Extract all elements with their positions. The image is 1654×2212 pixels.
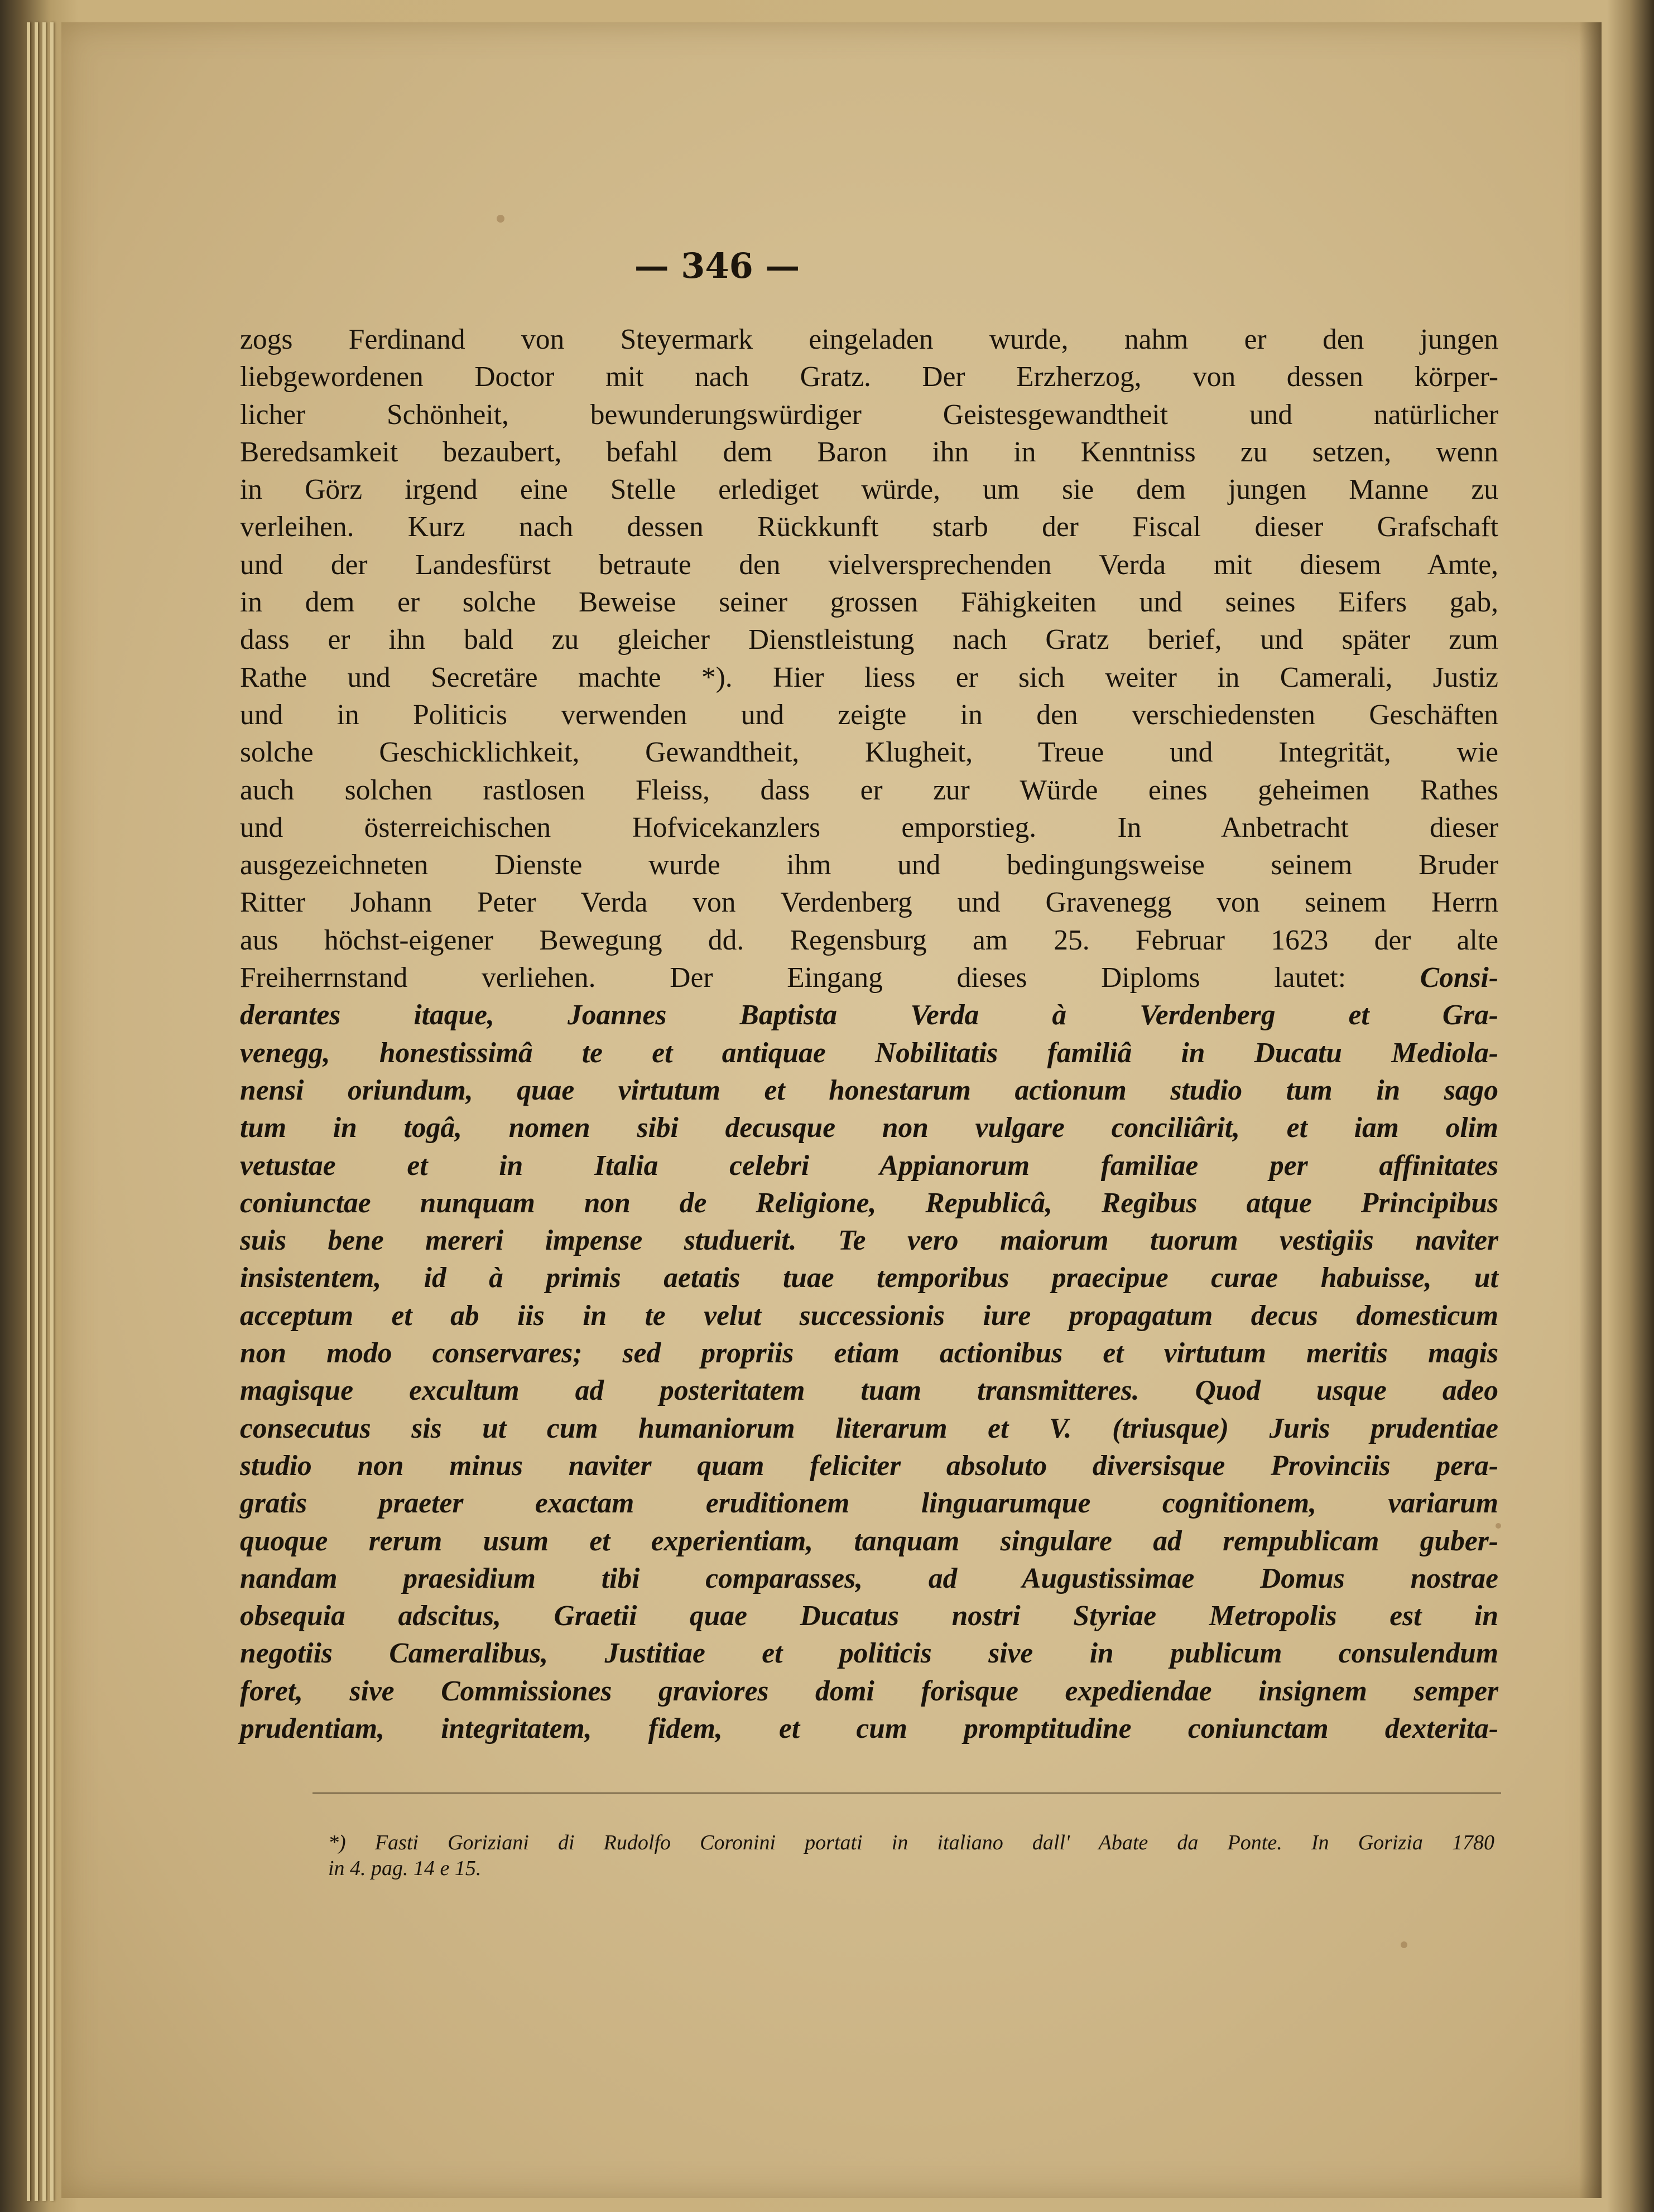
text-line (240, 1109, 1498, 1146)
text-line-content: und in Politicis verwenden und zeigte in den verschiedensten Geschäften (240, 698, 1498, 731)
text-line-content: ausgezeichneten Dienste wurde ihm und bedingungsweise seinem Bruder (240, 849, 1498, 881)
text-line-content: liebgewordenen Doctor mit nach Gratz. Der Erzherzog, von dessen körper- (240, 361, 1498, 393)
text-line (240, 433, 1498, 471)
text-line-content: insistentem, id à primis aetatis tuae temporibus praecipue curae habuisse, ut (240, 1262, 1498, 1294)
text-line-content: gratis praeter exactam eruditionem linguarumque cognitionem, variarum (240, 1487, 1498, 1520)
text-line-content: nensi oriundum, quae virtutum et honestarum actionum studio tum in sago (240, 1074, 1498, 1106)
text-line-content: prudentiam, integritatem, fidem, et cum promptitudine coniunctam dexterita- (240, 1712, 1498, 1744)
page-edge (42, 22, 46, 2201)
text-line-content: foret, sive Commissiones graviores domi forisque expediendae insignem semper (240, 1675, 1498, 1707)
text-line-content: magisque excultum ad posteritatem tuam transmitteres. Quod usque adeo (240, 1375, 1498, 1407)
text-line-content: verleihen. Kurz nach dessen Rückkunft starb der Fiscal dieser Grafschaft (240, 511, 1498, 543)
text-line-content: vetustae et in Italia celebri Appianorum familiae per affinitates (240, 1149, 1498, 1182)
text-line-content: derantes itaque, Joannes Baptista Verda à Verdenberg et Gra- (240, 999, 1498, 1032)
text-line-content: suis bene mereri impense studuerit. Te vero maiorum tuorum vestigiis naviter (240, 1225, 1498, 1257)
text-line-content: negotiis Cameralibus, Justitiae et politicis sive in publicum consulendum (240, 1637, 1498, 1670)
text-line-content: acceptum et ab iis in te velut successionis iure propagatum decus domesticum (240, 1299, 1498, 1332)
text-line (240, 508, 1498, 546)
text-line-content: licher Schönheit, bewunderungswürdiger Geistesgewandtheit und natürlicher (240, 398, 1498, 431)
text-line-content: in Görz irgend eine Stelle erlediget würde, um sie dem jungen Manne zu (240, 474, 1498, 506)
text-line-content: auch solchen rastlosen Fleiss, dass er zur Würde eines geheimen Rathes (240, 774, 1498, 806)
text-line (240, 1334, 1498, 1372)
text-line (240, 1297, 1498, 1334)
page-edge (27, 22, 30, 2201)
text-line (240, 546, 1498, 584)
text-line-content: solche Geschicklichkeit, Gewandtheit, Klugheit, Treue und Integrität, wie (240, 736, 1498, 769)
text-line-content: nandam praesidium tibi comparasses, ad Augustissimae Domus nostrae (240, 1562, 1498, 1594)
text-line (240, 1259, 1498, 1297)
text-line-content: studio non minus naviter quam feliciter absoluto diversisque Provinciis pera- (240, 1449, 1498, 1482)
latin-tail: Consi- (1420, 962, 1499, 994)
text-line (240, 358, 1498, 396)
text-line (240, 959, 1498, 996)
body-text (240, 321, 1498, 1747)
text-line (240, 1034, 1498, 1072)
text-line (240, 396, 1498, 433)
page-gutter (1579, 22, 1602, 2198)
text-line-content: non modo conservares; sed propriis etiam actionibus et virtutum meritis magis (240, 1337, 1498, 1370)
text-line (240, 321, 1498, 358)
text-line (240, 922, 1498, 959)
text-line (240, 471, 1498, 508)
page-edge (50, 22, 54, 2201)
text-line (240, 1372, 1498, 1409)
text-line (240, 1485, 1498, 1522)
text-line-content: aus höchst-eigener Bewegung dd. Regensburg am 25. Februar 1623 der alte (240, 924, 1498, 956)
text-line-content: Rathe und Secretäre machte *). Hier liess er sich weiter in Camerali, Justiz (240, 661, 1498, 693)
text-line-content: Ritter Johann Peter Verda von Verdenberg und Gravenegg von seinem Herrn (240, 886, 1498, 919)
text-line (240, 696, 1498, 734)
text-line-content: venegg, honestissimâ te et antiquae Nobilitatis familiâ in Ducatu Mediola- (240, 1037, 1498, 1069)
text-line-content: tum in togâ, nomen sibi decusque non vulgare conciliârit, et iam olim (240, 1112, 1498, 1144)
text-line-content: obsequia adscitus, Graetii quae Ducatus nostri Styriae Metropolis est in (240, 1600, 1498, 1632)
text-line (240, 1447, 1498, 1485)
text-line (240, 734, 1498, 771)
text-line-content: Beredsamkeit bezaubert, befahl dem Baron ihn in Kenntniss zu setzen, wenn (240, 436, 1498, 468)
footnote-line: *) Fasti Goriziani di Rudolfo Coronini portati in italiano dall' Abate da Ponte. In Gorizia 1780 (328, 1831, 1494, 1854)
text-line-content: Freiherrnstand verliehen. Der Eingang dieses Diploms lautet: (240, 962, 1347, 994)
footnote-line: in 4. pag. 14 e 15. (328, 1857, 482, 1880)
text-line (240, 809, 1498, 846)
page-number: — 346 — (634, 245, 800, 286)
text-line (240, 1673, 1498, 1710)
text-line (240, 1635, 1498, 1672)
text-line-content: consecutus sis ut cum humaniorum literarum et V. (triusque) Juris prudentiae (240, 1412, 1498, 1444)
footnote-rule (312, 1792, 1501, 1794)
text-line (240, 1597, 1498, 1635)
text-line-content: zogs Ferdinand von Steyermark eingeladen wurde, nahm er den jungen (240, 324, 1498, 355)
footnote (328, 1830, 1494, 1881)
page-edge (35, 22, 38, 2201)
text-line (240, 1222, 1498, 1259)
text-line-content: quoque rerum usum et experientiam, tanquam singulare ad rempublicam guber- (240, 1525, 1498, 1557)
text-line (240, 1147, 1498, 1184)
text-line (240, 772, 1498, 809)
text-line (240, 584, 1498, 621)
text-line-content: und der Landesfürst betraute den vielversprechenden Verda mit diesem Amte, (240, 548, 1498, 581)
text-line (240, 846, 1498, 884)
text-line (240, 884, 1498, 921)
text-line (240, 621, 1498, 658)
paper-spot (497, 215, 504, 223)
text-line-content: in dem er solche Beweise seiner grossen Fähigkeiten und seines Eifers gab, (240, 586, 1498, 619)
text-line (240, 1072, 1498, 1109)
text-line (240, 996, 1498, 1034)
paper-spot (1401, 1941, 1407, 1948)
text-line (240, 659, 1498, 696)
text-line (240, 1184, 1498, 1222)
text-line-content: coniunctae nunquam non de Religione, Republicâ, Regibus atque Principibus (240, 1187, 1498, 1219)
text-line (240, 1560, 1498, 1597)
text-line (240, 1710, 1498, 1747)
text-line-content: und österreichischen Hofvicekanzlers emporstieg. In Anbetracht dieser (240, 811, 1498, 844)
text-line (240, 1410, 1498, 1447)
text-line (240, 1522, 1498, 1560)
text-line-content: dass er ihn bald zu gleicher Dienstleistung nach Gratz berief, und später zum (240, 624, 1498, 656)
